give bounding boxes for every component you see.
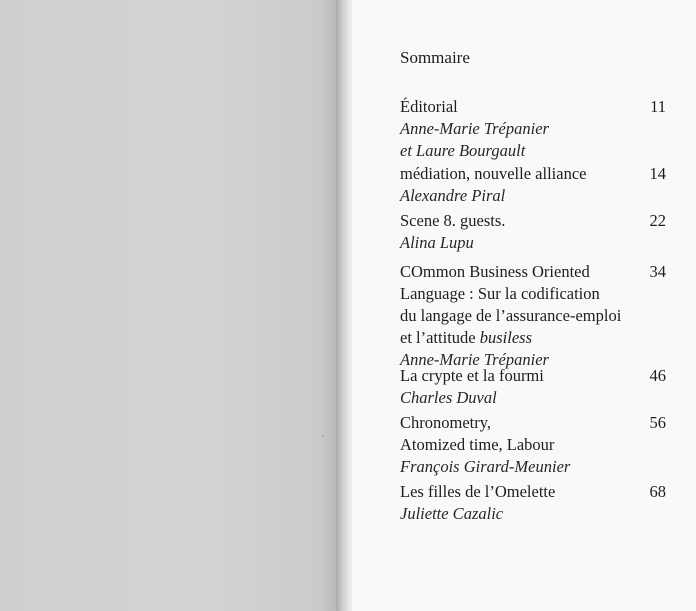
- entry-page-number: 11: [650, 97, 666, 116]
- paper-fleck: [322, 435, 324, 437]
- entry-title: du langage de l’assurance-emploi: [400, 306, 622, 325]
- right-page: [352, 0, 696, 611]
- entry-title: Language : Sur la codification: [400, 284, 600, 303]
- entry-title: Éditorial: [400, 97, 458, 116]
- entry-author: et Laure Bourgault: [400, 141, 526, 160]
- entry-title: COmmon Business Oriented: [400, 262, 590, 281]
- entry-page-number: 34: [649, 262, 666, 281]
- entry-title: Chronometry,: [400, 413, 492, 432]
- entry-title-text: et l’attitude: [400, 328, 480, 347]
- entry-title: Les filles de l’Omelette: [400, 482, 556, 501]
- entry-page-number: 14: [649, 164, 666, 183]
- entry-author: Anne-Marie Trépanier: [400, 119, 549, 138]
- contents-heading: Sommaire: [400, 48, 470, 67]
- entry-title: La crypte et la fourmi: [400, 366, 544, 385]
- entry-title: médiation, nouvelle alliance: [400, 164, 587, 183]
- left-page: [0, 0, 338, 611]
- toc-entry: [400, 163, 670, 207]
- toc-entry: [400, 412, 670, 478]
- entry-author: François Girard-Meunier: [400, 457, 571, 476]
- toc-entry: [400, 96, 670, 162]
- toc-entry: [400, 261, 670, 371]
- entry-page-number: 56: [649, 413, 666, 432]
- entry-author: Juliette Cazalic: [400, 504, 504, 523]
- entry-page-number: 46: [649, 366, 666, 385]
- entry-title-with-italic: [400, 327, 670, 349]
- entry-title-italic-word: busiless: [479, 328, 532, 347]
- entry-page-number: 22: [649, 211, 666, 230]
- entry-author: Alina Lupu: [400, 233, 474, 252]
- entry-author: Anne-Marie Trépanier: [400, 350, 549, 369]
- entry-title: Scene 8. guests.: [400, 211, 506, 230]
- toc-entry: [400, 481, 670, 525]
- entry-author: Charles Duval: [400, 388, 497, 407]
- entry-page-number: 68: [649, 482, 666, 501]
- entry-author: Alexandre Piral: [400, 186, 506, 205]
- entry-title: Atomized time, Labour: [400, 435, 555, 454]
- toc-entry: [400, 365, 670, 409]
- toc-entry: [400, 210, 670, 254]
